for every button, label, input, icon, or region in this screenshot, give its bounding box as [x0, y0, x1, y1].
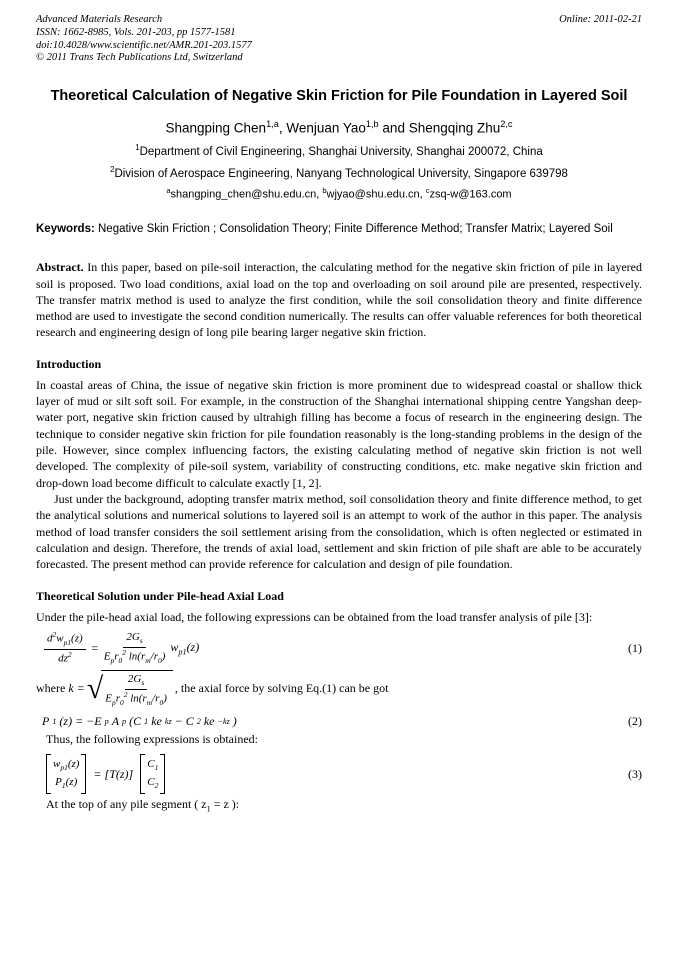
radical-sign-icon: √ [86, 672, 104, 706]
page-header [36, 14, 642, 65]
author-emails: $^a$shangping_chen@shu.edu.cn, $^b$wjyao@shu.edu.cn, $^c$zsq-w@163.com [166, 186, 512, 202]
equation-1-body [42, 631, 199, 666]
abstract-label: Abstract. [36, 260, 84, 275]
abstract-paragraph [36, 259, 642, 341]
journal-doi: doi:10.4028/www.scientific.net/AMR.201-203.1577 [36, 39, 252, 51]
paper-title: Theoretical Calculation of Negative Skin Friction for Pile Foundation in Layered Soil [50, 88, 628, 105]
keywords-label: Keywords: [36, 223, 95, 236]
introduction-paragraph-1: In coastal areas of China, the issue of negative skin friction is more prominent due to widespread coastal or shallow thick layer of mud or silt soft soil. For example, in the construction of the Shanghai international shipping centre Yangshan deep-water port, negative skin friction caused by ultrahigh filling has become a focus of research in the engineering design. The technique to consider negative skin friction for pile foundation reasonably is the long-standing problems in the design of the pile. However, since complex influencing factors, the existing calculating method of negative skin friction is not well developed. The complexity of pile-soil system, variability of constructing conditions, etc. make negative skin friction and drop-down load become difficult to calculate exactly [1, 2]. [36, 377, 642, 490]
square-root [87, 670, 173, 708]
authors-line: Shangping Chen$^{1,a}$, Wenjuan Yao$^{1,b}$ and Shengqing Zhu$^{2,c}$ [165, 119, 513, 136]
section-heading-theoretical: Theoretical Solution under Pile-head Axial Load [36, 588, 284, 603]
where-clause [36, 670, 642, 708]
affiliation-1: $^1$Department of Civil Engineering, Shanghai University, Shanghai 200072, China [135, 142, 543, 158]
transfer-matrix: [T(z)] [104, 766, 134, 781]
fraction-denominator: $E_pr_0^2$ $\ln(r_m/r_0)$ [103, 648, 166, 665]
matrix-row: $w_{p1}(z)$ [53, 757, 80, 772]
journal-info [36, 14, 252, 65]
equation-1-lhs-fraction [44, 631, 86, 666]
keywords-line [36, 221, 642, 237]
fraction-denominator: $dz^2$ [58, 649, 72, 665]
affiliation-2: $^2$Division of Aerospace Engineering, Nanyang Technological University, Singapore 639798 [110, 164, 568, 180]
state-vector-matrix [46, 754, 86, 795]
equation-1 [42, 631, 642, 666]
equation-1-number: (1) [628, 640, 642, 655]
equation-3 [42, 754, 642, 795]
matrix-row: $C_1$ [147, 757, 159, 772]
theoretical-paragraph-1: Under the pile-head axial load, the following expressions can be obtained from the load transfer analysis of pile [3]: [36, 609, 593, 624]
matrix-row: $C_2$ [147, 775, 159, 790]
introduction-paragraph-2: Just under the background, adopting transfer matrix method, soil consolidation theory and finite difference method, to get the analytical solutions and numerical solutions to layered soil is an attempt to work of the author in this paper. The analysis method of load transfer considers the soil settlement arising from the consolidation, which is often neglected or estimated in calculation and design. Therefore, the trends of axial load, settlement and skin friction of pile shaft are able to be accurately forecasted. The present method can provide reference for calculation and design of pile foundation. [36, 491, 642, 572]
constants-matrix [140, 754, 165, 795]
equation-2 [42, 714, 642, 729]
journal-issn: ISSN: 1662-8985, Vols. 201-203, pp 1577-1581 [36, 26, 236, 38]
journal-name: Advanced Materials Research [36, 14, 163, 25]
thus-line: Thus, the following expressions is obtained: [46, 731, 258, 746]
equation-1-tail: $w_{p1}(z)$ [170, 640, 200, 657]
equation-3-number: (3) [628, 766, 642, 781]
equation-2-number: (2) [628, 713, 642, 728]
pile-segment-line: At the top of any pile segment ( $z_1 = z$ ): [46, 797, 240, 814]
fraction-numerator: $2G_s$ [125, 673, 147, 690]
fraction-numerator: $d^2w_{p1}(z)$ [44, 631, 86, 650]
radicand [101, 670, 173, 708]
equation-3-body [42, 754, 169, 795]
equation-1-rhs-fraction [104, 631, 166, 666]
section-heading-introduction: Introduction [36, 356, 102, 371]
where-text-pre: where [36, 681, 66, 695]
equals-sign: = [93, 766, 102, 781]
keywords-text: Negative Skin Friction ; Consolidation Theory; Finite Difference Method; Transfer Matrix; Layered Soil [94, 223, 613, 236]
abstract-text: In this paper, based on pile-soil interaction, the calculating method for the negative skin friction of pile in layered soil is proposed. Two load conditions, axial load on the top and overloading on soil around pile are presented, respectively. The transfer matrix method is used to analyze the first condition, while the soil consolidation theory and finite difference method are used to investigate the second condition numerically. The results can offer valuable references for both theoretical research and engineering design of long pile bearing larger negative skin friction. [36, 260, 642, 340]
radicand-fraction [105, 673, 167, 708]
fraction-denominator: $E_pr_0^2$ $\ln(r_m/r_0)$ [105, 689, 167, 707]
matrix-row: $P_1(z)$ [55, 775, 78, 790]
where-text-post: , the axial force by solving Eq.(1) can be got [174, 681, 389, 695]
equals-sign: = [90, 640, 99, 655]
online-date: Online: 2011-02-21 [559, 14, 642, 25]
journal-copyright: © 2011 Trans Tech Publications Ltd, Switzerland [36, 52, 243, 64]
equation-2-body: P 1 (z) = −E p A p (C 1 ke kz − C 2 ke −kz ) [42, 713, 237, 728]
fraction-numerator: $2G_s$ [123, 631, 145, 648]
k-definition: k = [68, 681, 85, 695]
